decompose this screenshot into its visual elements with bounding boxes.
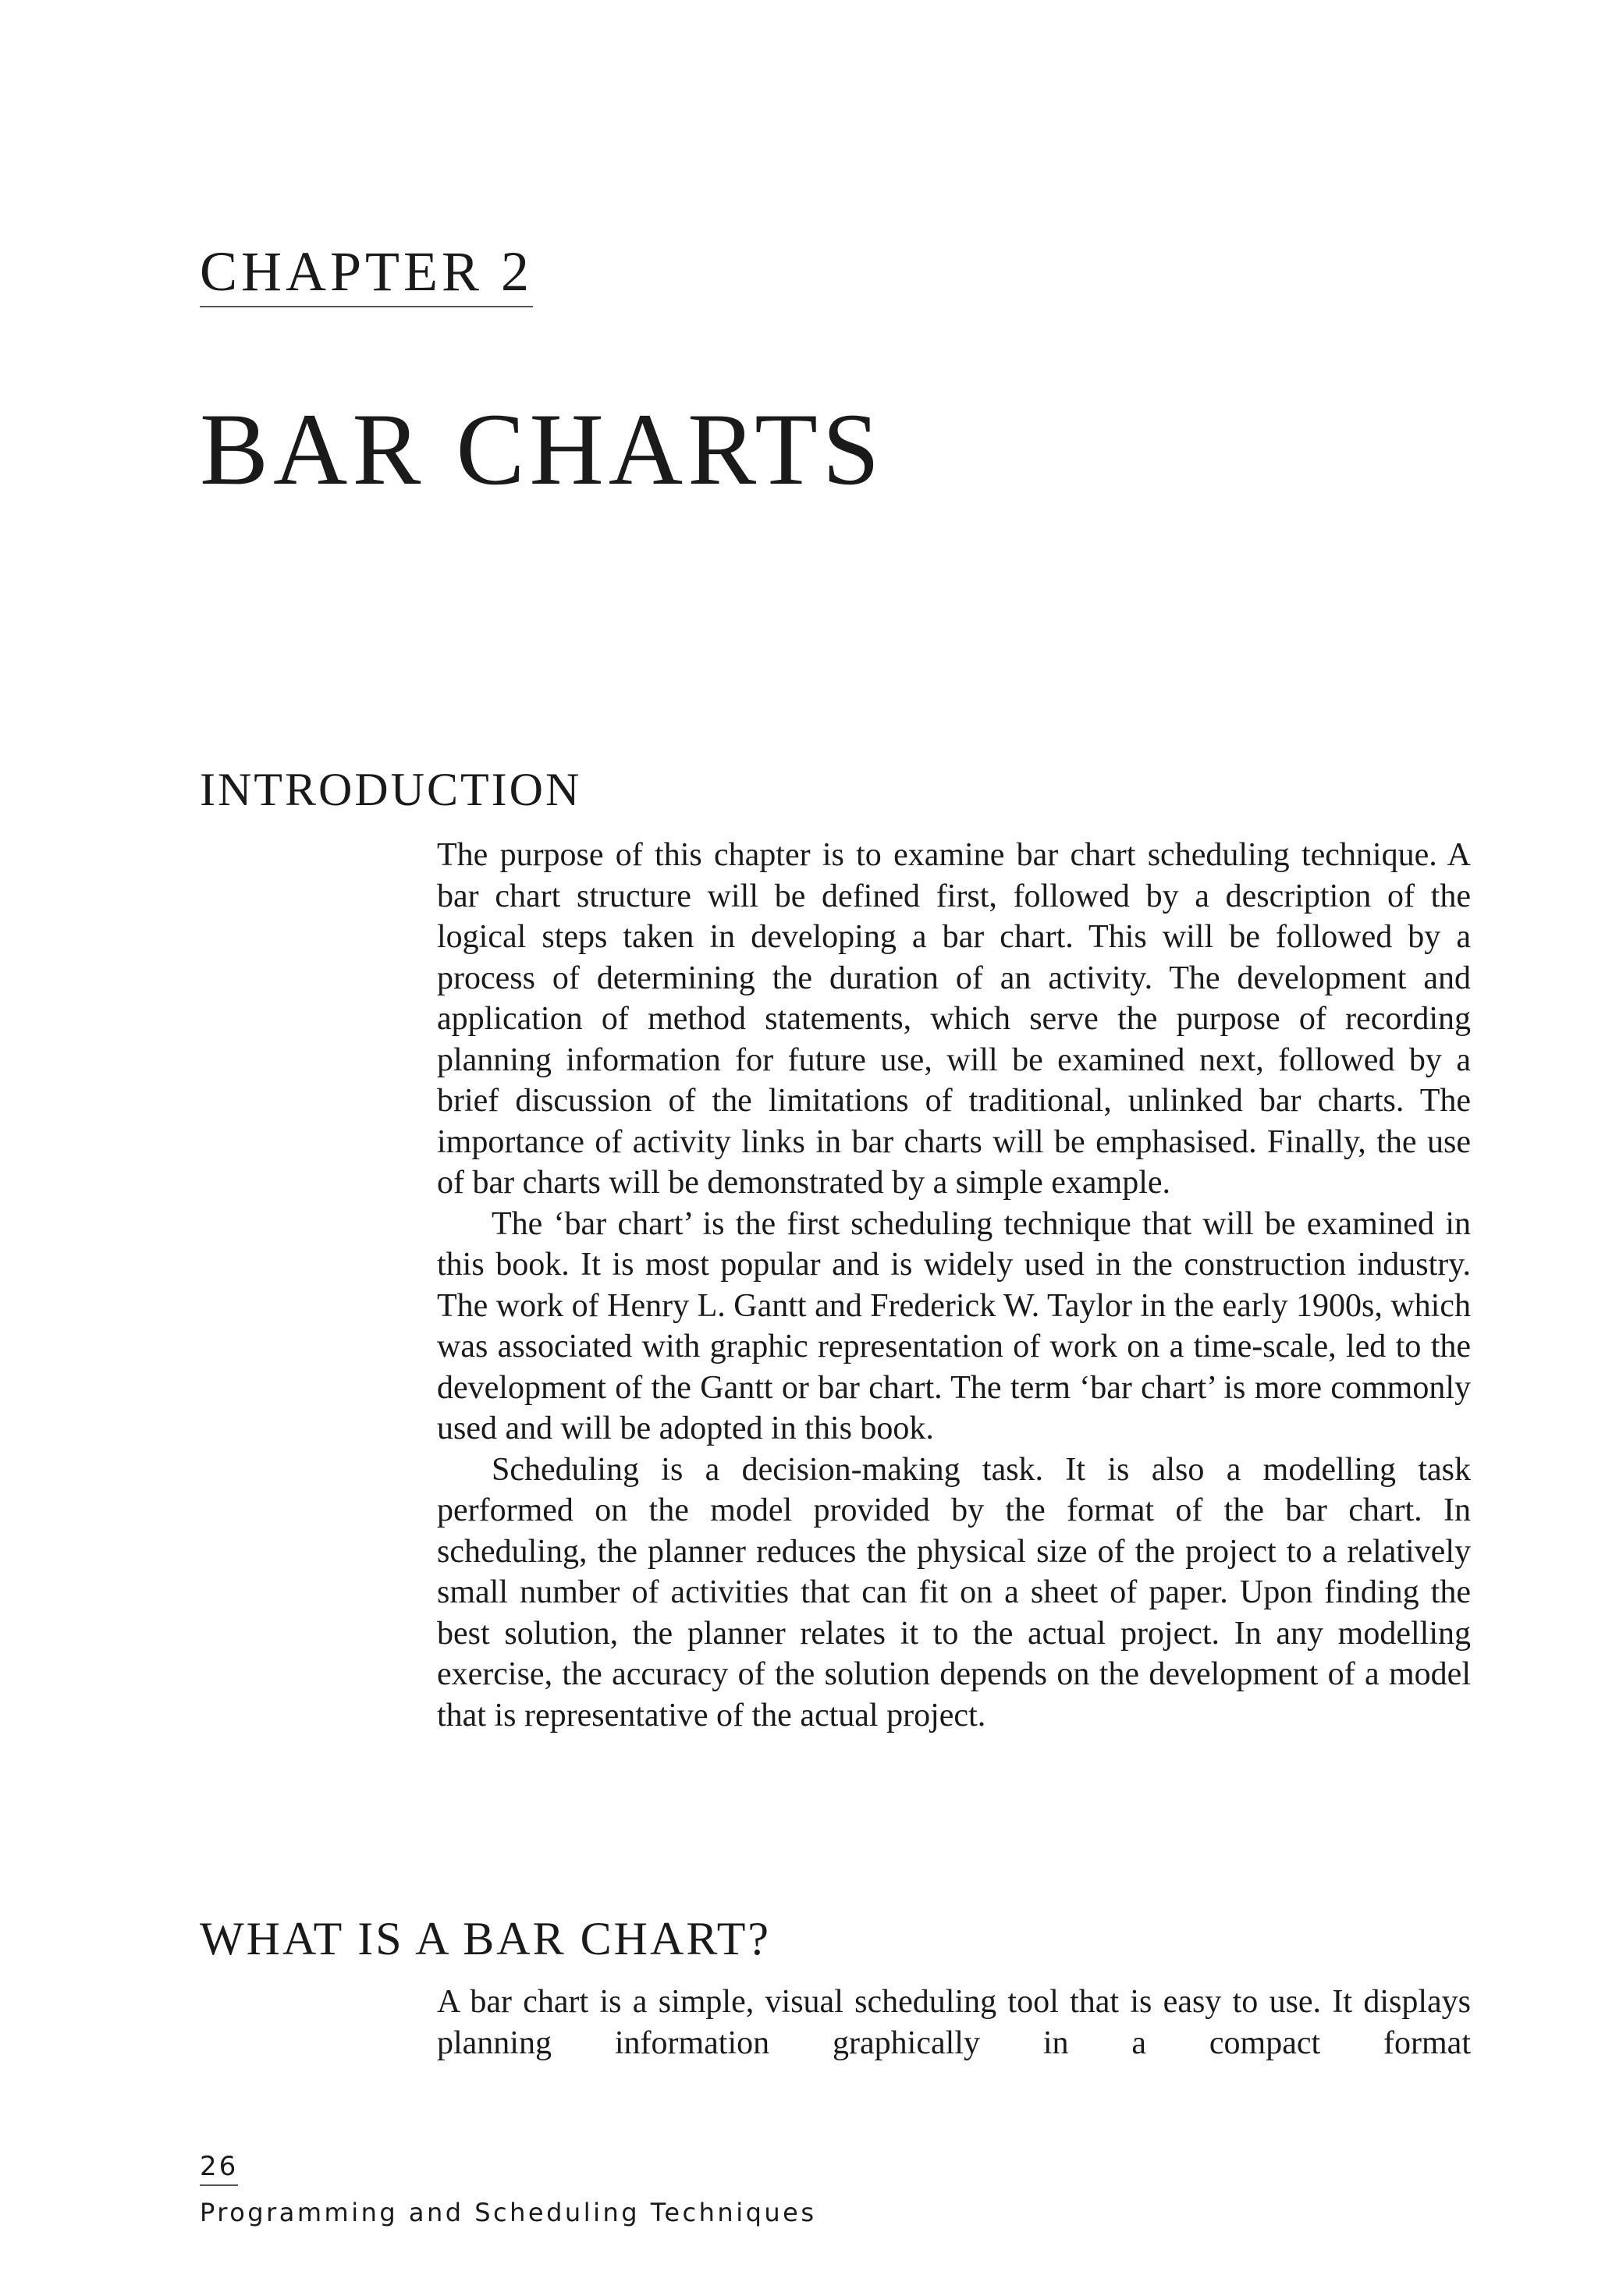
section-heading-what-is-a-bar-chart: WHAT IS A BAR CHART? (200, 1913, 772, 1964)
introduction-body (437, 835, 1471, 1736)
chapter-label: CHAPTER 2 (200, 243, 533, 307)
section-heading-introduction: INTRODUCTION (200, 764, 582, 815)
running-footer-book-title: Programming and Scheduling Techniques (200, 2198, 817, 2227)
paragraph: The purpose of this chapter is to examine bar chart scheduling technique. A bar chart structure will be defined first, followed by a description of the logical steps taken in developing a bar chart. This will be followed by a process of determining the duration of an activity. The development and application of method statements, which serve the purpose of recording planning information for future use, will be examined next, followed by a brief discussion of the limitations of traditional, unlinked bar charts. The importance of activity links in bar charts will be emphasised. Finally, the use of bar charts will be demonstrated by a simple example. (437, 837, 1471, 1201)
paragraph: Scheduling is a decision-making task. It is also a modelling task performed on the model provided by the format of the bar chart. In scheduling, the planner reduces the physical size of the project to a relatively small number of activities that can fit on a sheet of paper. Upon finding the best solution, the planner relates it to the actual project. In any modelling exercise, the accuracy of the solution depends on the development of a model that is representative of the actual project. (437, 1451, 1471, 1734)
paragraph: A bar chart is a simple, visual scheduling tool that is easy to use. It displays planning information graphically in a compact format (437, 1984, 1471, 2061)
paragraph: The ‘bar chart’ is the first scheduling technique that will be examined in this book. It is most popular and is widely used in the construction industry. The work of Henry L. Gantt and Frederick W. Taylor in the early 1900s, which was associated with graphic representation of work on a time-scale, led to the development of the Gantt or bar chart. The term ‘bar chart’ is more commonly used and will be adopted in this book. (437, 1205, 1471, 1446)
page-number: 26 (200, 2153, 238, 2186)
chapter-title: BAR CHARTS (200, 392, 885, 506)
what-is-a-bar-chart-body (437, 1982, 1471, 2064)
